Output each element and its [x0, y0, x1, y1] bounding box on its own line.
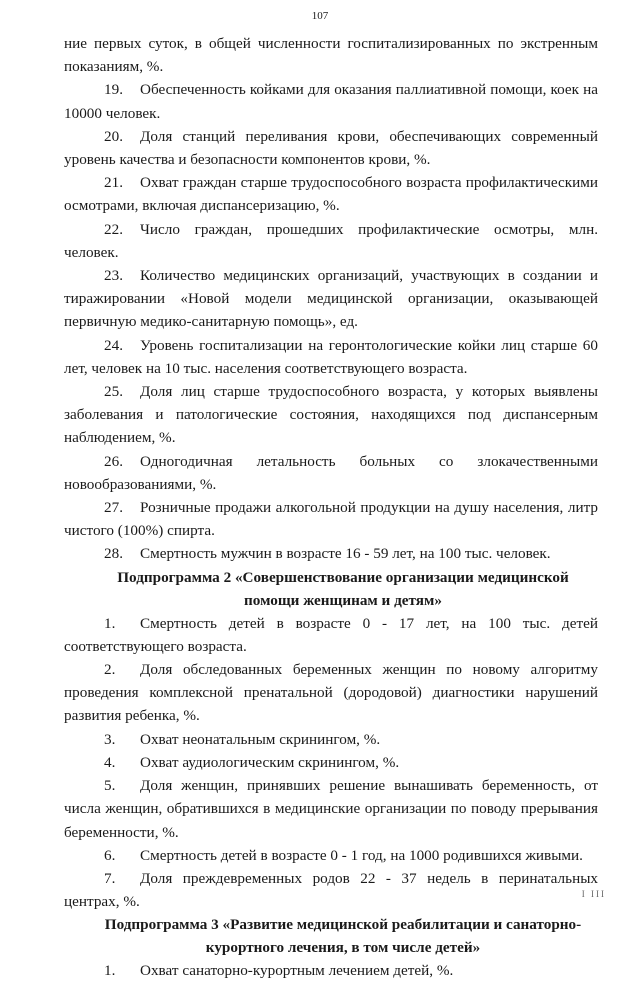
- list-item: [64, 728, 598, 751]
- item-text: Количество медицинских организаций, участвующих в создании и тиражировании «Новой модели медицинской организации, оказывающей первичную медико-санитарную помощь», ед.: [64, 267, 598, 331]
- item-number: 6.: [104, 846, 116, 864]
- item-text: Охват неонатальным скринингом, %.: [140, 730, 381, 748]
- item-number: 3.: [104, 730, 116, 748]
- item-text: Уровень госпитализации на геронтологические койки лиц старше 60 лет, человек на 10 тыс. населения соответствующего возраста.: [64, 336, 598, 377]
- list-item: [64, 334, 598, 380]
- list-item: [64, 78, 598, 124]
- item-text: Одногодичная летальность больных со злокачественными новообразованиями, %.: [64, 452, 598, 493]
- item-number: 4.: [104, 753, 116, 771]
- item-text: Смертность детей в возрасте 0 - 1 год, на 1000 родившихся живыми.: [140, 846, 583, 864]
- item-number: 27.: [104, 499, 123, 517]
- list-item: [64, 450, 598, 496]
- item-text: Смертность детей в возрасте 0 - 17 лет, на 100 тыс. детей соответствующего возраста.: [64, 614, 598, 655]
- subprogram-3-heading: Подпрограмма 3 «Развитие медицинской реабилитации и санаторно-курортного лечения, в том числе детей»: [104, 916, 582, 957]
- indicator-list-subprogram-3: [64, 959, 598, 982]
- list-item: [64, 844, 598, 867]
- list-item: [64, 171, 598, 217]
- item-number: 21.: [104, 174, 123, 192]
- item-text: Доля лиц старше трудоспособного возраста, у которых выявлены заболевания и патологические состояния, находящихся под диспансерным наблюдением, %.: [64, 383, 598, 447]
- item-number: 1.: [104, 614, 116, 632]
- list-item: [64, 125, 598, 171]
- item-number: 23.: [104, 267, 123, 285]
- item-number: 19.: [104, 81, 123, 99]
- list-item: [64, 380, 598, 450]
- document-body: [64, 32, 598, 983]
- item-text: Доля женщин, принявших решение вынашивать беременность, от числа женщин, обратившихся в медицинские организации по поводу прерывания беременности, %.: [64, 777, 598, 841]
- item-number: 26.: [104, 452, 123, 470]
- item-number: 2.: [104, 661, 116, 679]
- list-item: [64, 612, 598, 658]
- item-number: 7.: [104, 869, 116, 887]
- item-number: 1.: [104, 962, 116, 980]
- item-number: 28.: [104, 545, 123, 563]
- item-text: Розничные продажи алкогольной продукции на душу населения, литр чистого (100%) спирта.: [64, 499, 598, 540]
- item-text: Обеспеченность койками для оказания паллиативной помощи, коек на 10000 человек.: [64, 81, 598, 122]
- item-number: 24.: [104, 336, 123, 354]
- list-item: [64, 542, 598, 565]
- list-item: [64, 774, 598, 844]
- item-number: 5.: [104, 777, 116, 795]
- item-number: 20.: [104, 127, 123, 145]
- item-text: Смертность мужчин в возрасте 16 - 59 лет, на 100 тыс. человек.: [140, 545, 551, 563]
- item-number: 22.: [104, 220, 123, 238]
- indicator-list-subprogram-2: [64, 612, 598, 914]
- item-text: Доля станций переливания крови, обеспечивающих современный уровень качества и безопасности компонентов крови, %.: [64, 127, 598, 169]
- list-item: [64, 218, 598, 264]
- indicator-list-subprogram-1: [64, 78, 598, 565]
- footer-mark: I III: [581, 889, 606, 899]
- list-item: [64, 751, 598, 774]
- list-item: [64, 264, 598, 334]
- list-item: [64, 867, 598, 913]
- item-text: Доля преждевременных родов 22 - 37 недель в перинатальных центрах, %.: [64, 869, 598, 911]
- list-item: [64, 658, 598, 728]
- item-text: Охват аудиологическим скринингом, %.: [140, 753, 400, 771]
- subprogram-2-heading: Подпрограмма 2 «Совершенствование организации медицинской помощи женщинам и детям»: [117, 568, 569, 609]
- intro-paragraph: ние первых суток, в общей численности госпитализированных по экстренным показаниям, %.: [64, 35, 598, 76]
- item-text: Число граждан, прошедших профилактические осмотры, млн. человек.: [64, 220, 598, 261]
- list-item: [64, 496, 598, 542]
- list-item: [64, 959, 598, 982]
- page-number: 107: [311, 10, 329, 22]
- item-text: Охват санаторно-курортным лечением детей, %.: [140, 962, 454, 980]
- item-text: Доля обследованных беременных женщин по новому алгоритму проведения комплексной пренатальной (дородовой) диагностики нарушений развития ребенка, %.: [64, 661, 598, 725]
- item-text: Охват граждан старше трудоспособного возраста профилактическими осмотрами, включая диспансеризацию, %.: [64, 174, 598, 215]
- item-number: 25.: [104, 383, 123, 401]
